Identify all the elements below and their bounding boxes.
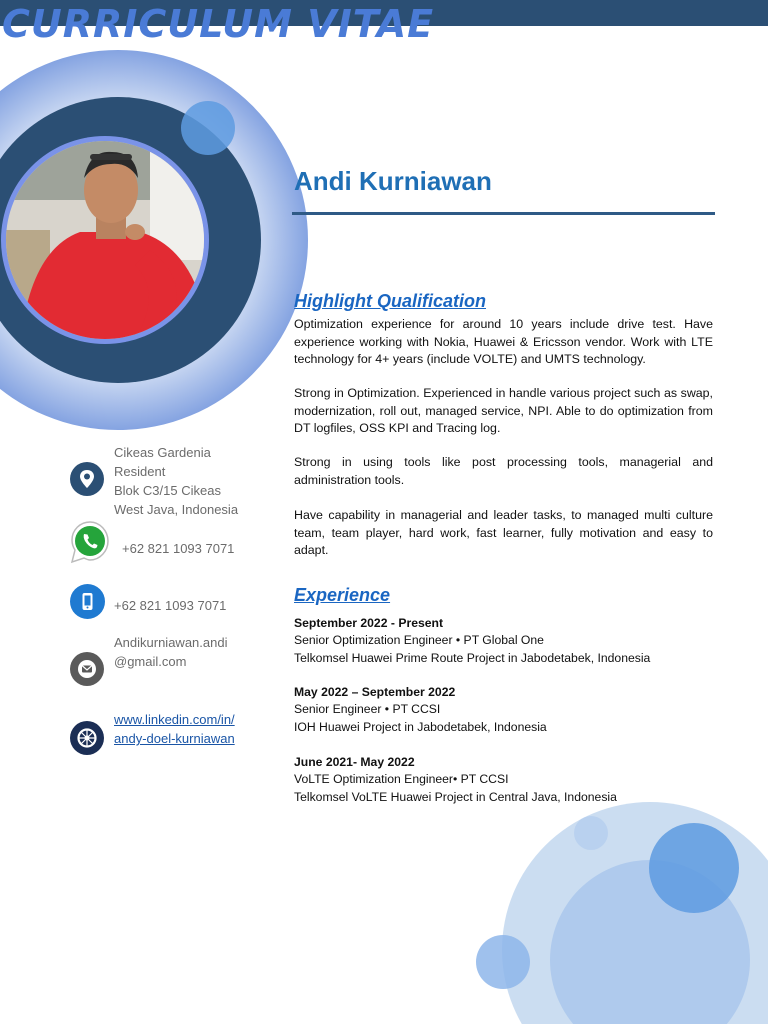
phone-icon — [70, 584, 105, 619]
experience-role: Senior Optimization Engineer • PT Global One — [294, 633, 544, 648]
email-address: Andikurniawan.andi @gmail.com — [114, 635, 228, 669]
address-line: Blok C3/15 Cikeas — [114, 483, 221, 498]
bubble-small-top — [574, 816, 608, 850]
name-divider — [292, 212, 715, 215]
candidate-name: Andi Kurniawan — [294, 166, 492, 196]
highlight-paragraph: Strong in Optimization. Experienced in handle various project such as swap, modernization, roll out, managed service, NPI. Able to do optimization from DT logfiles, OSS KPI and Tracing log. — [294, 386, 713, 435]
experience-section-title: Experience — [294, 585, 391, 605]
experience-item — [294, 684, 724, 736]
highlight-paragraph: Have capability in managerial and leader tasks, to managed multi culture team, team player, hard work, fast learner, fully motivation and easy to adapt. — [294, 508, 713, 557]
experience-period: June 2021- May 2022 — [294, 755, 415, 769]
whatsapp-number: +62 821 1093 7071 — [122, 541, 235, 556]
location-icon — [70, 462, 104, 496]
address-block — [114, 443, 274, 519]
experience-project: IOH Huawei Project in Jabodetabek, Indonesia — [294, 719, 547, 734]
email-icon — [70, 652, 104, 686]
address-line: West Java, Indonesia — [114, 502, 239, 517]
address-line: Resident — [114, 464, 166, 479]
experience-project: Telkomsel VoLTE Huawei Project in Central Java, Indonesia — [294, 789, 617, 804]
cv-title: CURRICULUM VITAE — [2, 2, 435, 46]
bubble-small-left — [476, 935, 530, 989]
highlight-paragraph: Strong in using tools like post processing tools, managerial and administration tools. — [294, 455, 713, 487]
highlight-section-title: Highlight Qualification — [294, 291, 486, 311]
bubble-deep — [649, 823, 739, 913]
linkedin-icon — [70, 721, 104, 755]
linkedin-link[interactable]: www.linkedin.com/in/ andy-doel-kurniawan — [114, 712, 235, 746]
address-line: Cikeas Gardenia — [114, 445, 211, 460]
highlight-paragraph: Optimization experience for around 10 years include drive test. Have experience working with Nokia, Huawei & Ericsson vendor. Work with LTE technology for 4+ years (include VOLTE) and UMTS technology. — [294, 317, 713, 366]
experience-item — [294, 615, 724, 667]
experience-period: May 2022 – September 2022 — [294, 685, 456, 699]
experience-item — [294, 754, 724, 806]
whatsapp-icon — [70, 520, 110, 564]
experience-period: September 2022 - Present — [294, 616, 444, 630]
experience-project: Telkomsel Huawei Prime Route Project in Jabodetabek, Indonesia — [294, 650, 651, 665]
experience-role: Senior Engineer • PT CCSI — [294, 702, 441, 717]
experience-role: VoLTE Optimization Engineer• PT CCSI — [294, 772, 509, 787]
phone-number: +62 821 1093 7071 — [114, 598, 227, 613]
accent-bubble — [181, 101, 235, 155]
